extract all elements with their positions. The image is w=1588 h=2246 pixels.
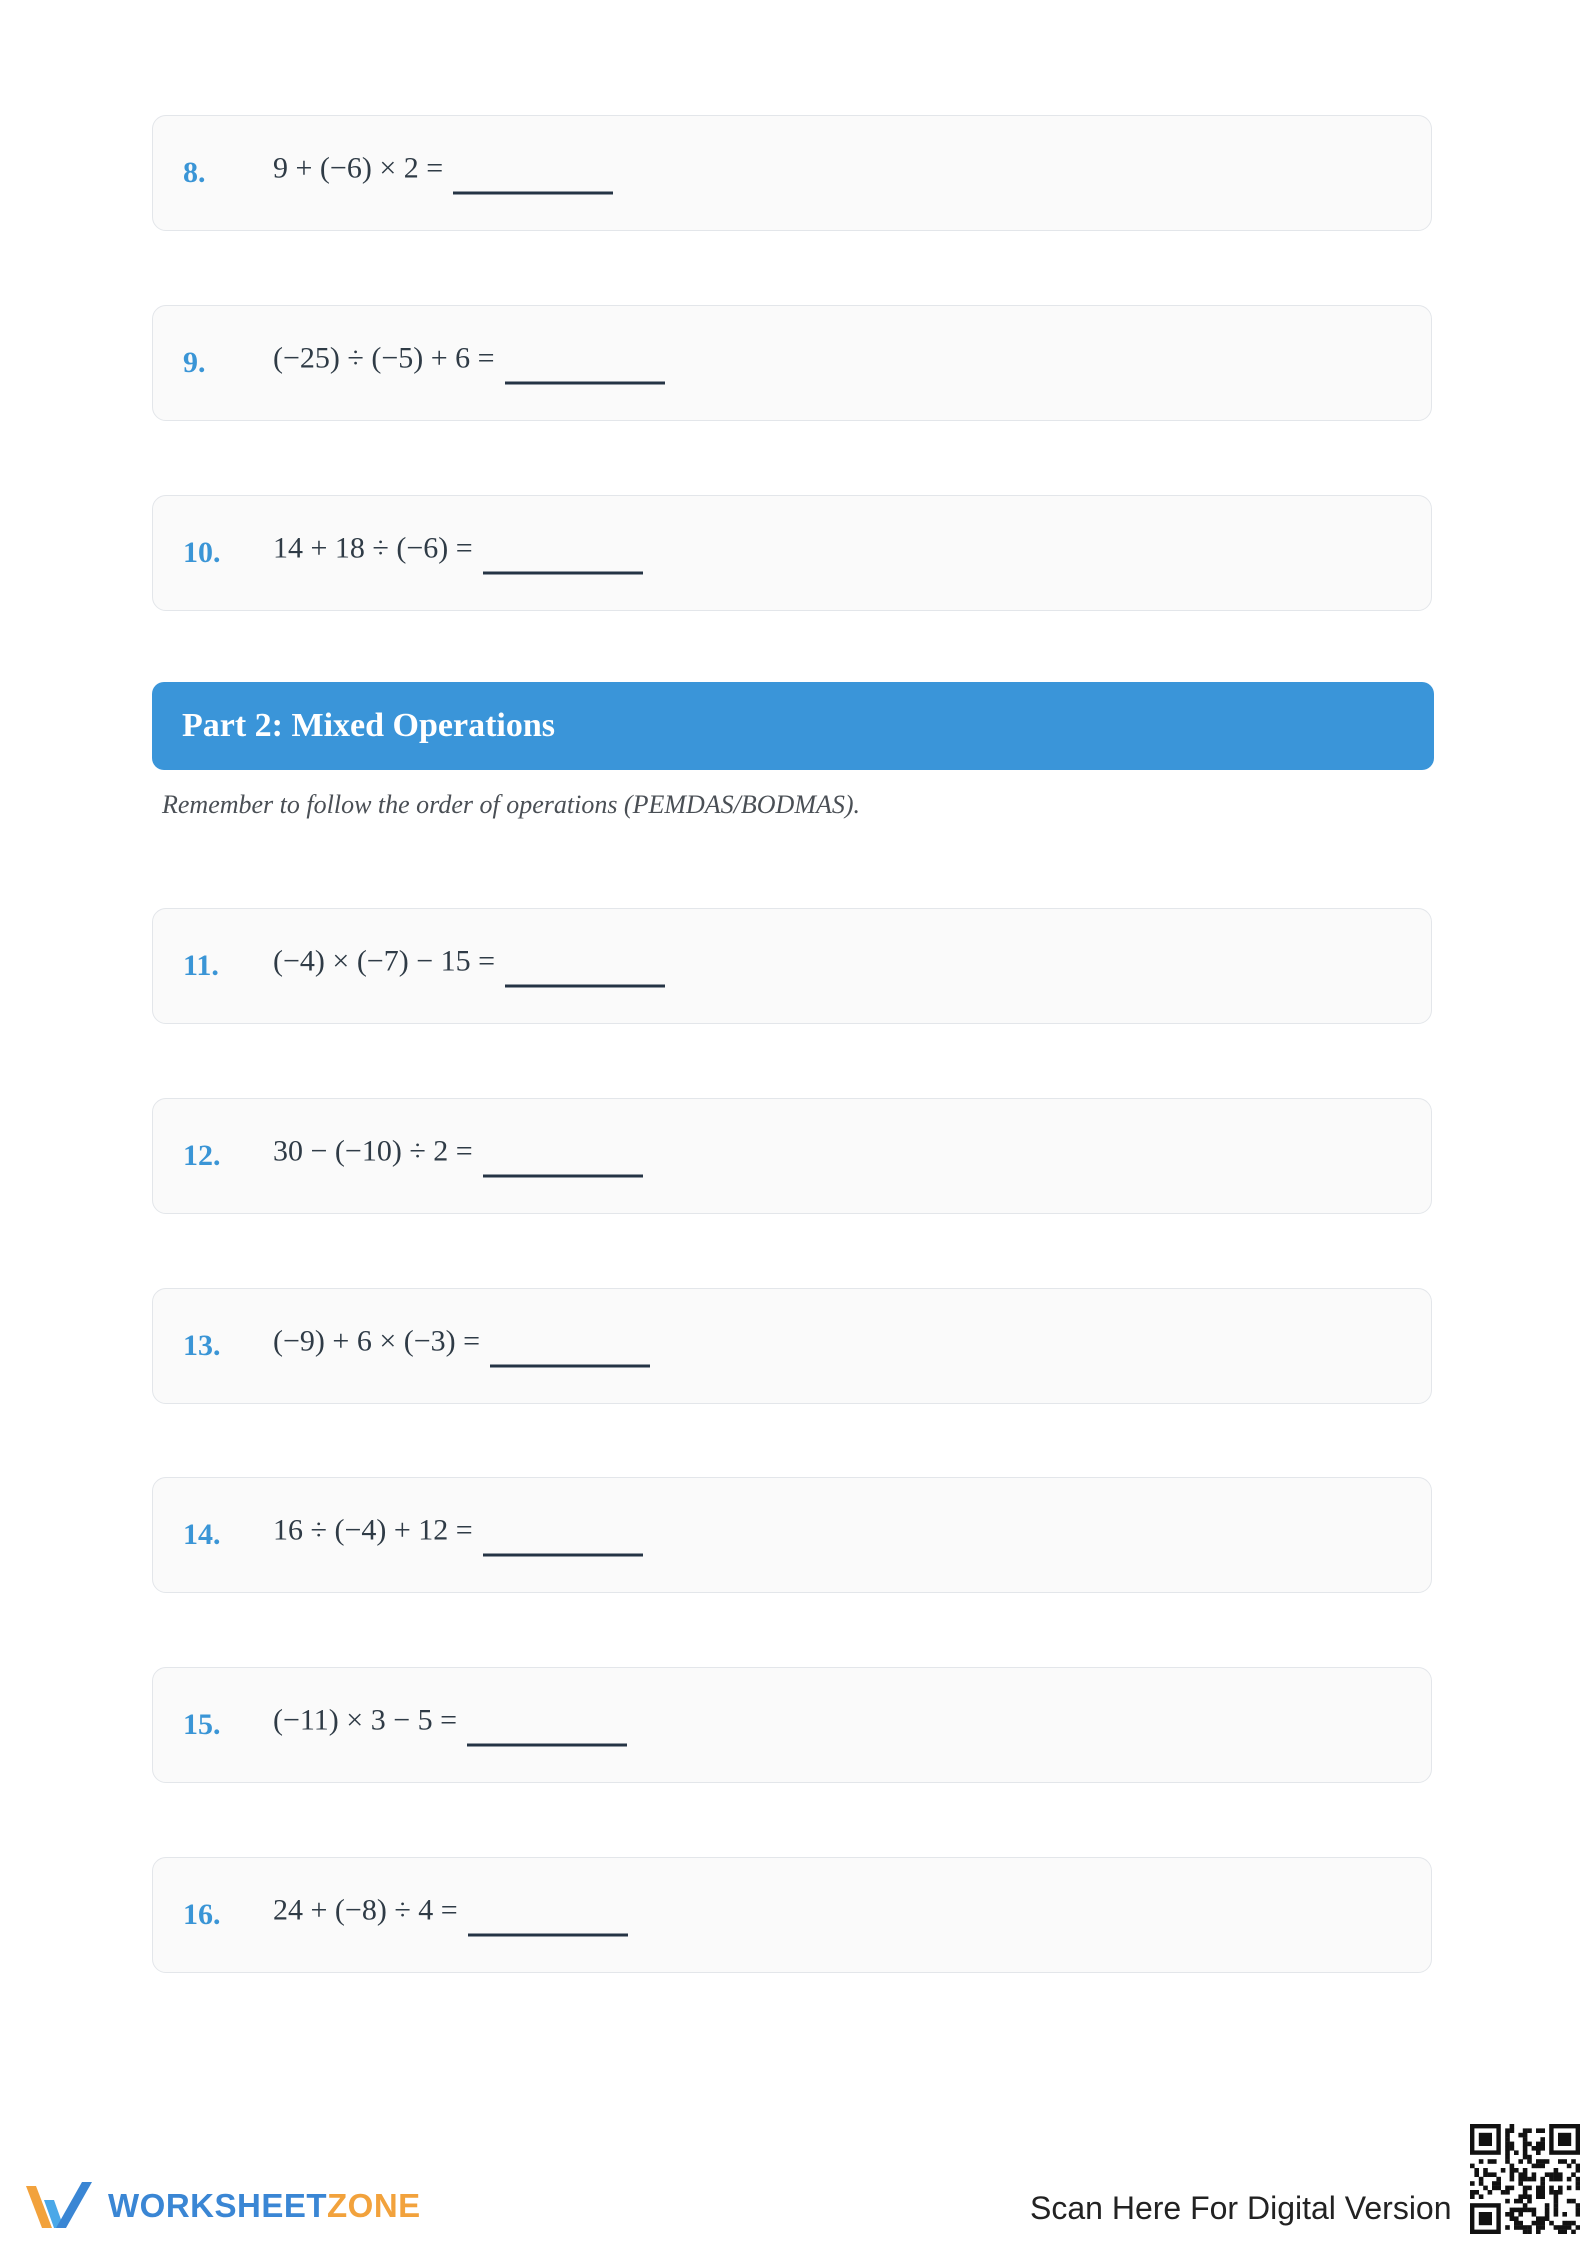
problem-expression: (−9) + 6 × (−3) = [273, 1324, 481, 1358]
problem-expression: (−25) ÷ (−5) + 6 = [273, 341, 495, 375]
problem-expression-row [273, 152, 613, 195]
problem-expression: 14 + 18 ÷ (−6) = [273, 531, 473, 565]
answer-blank[interactable] [467, 1704, 627, 1747]
problem-expression: (−11) × 3 − 5 = [273, 1703, 458, 1737]
worksheetzone-logo[interactable] [22, 2178, 421, 2234]
problem-number: 13. [183, 1329, 221, 1362]
section-title: Part 2: Mixed Operations [182, 707, 555, 744]
answer-blank[interactable] [490, 1325, 650, 1368]
problem-expression-row [273, 1514, 643, 1557]
problem-expression: 24 + (−8) ÷ 4 = [273, 1893, 458, 1927]
problem-expression-row [273, 1704, 627, 1747]
worksheetzone-logo-icon [22, 2178, 96, 2234]
problem-card-11 [152, 908, 1432, 1024]
problem-expression-row [273, 1325, 650, 1368]
answer-blank[interactable] [483, 532, 643, 575]
problem-card-15 [152, 1667, 1432, 1783]
problem-expression-row [273, 342, 665, 385]
problem-expression-row [273, 1894, 628, 1937]
problem-card-16 [152, 1857, 1432, 1973]
problem-number: 10. [183, 536, 221, 569]
problem-expression: 9 + (−6) × 2 = [273, 151, 444, 185]
answer-blank[interactable] [468, 1894, 628, 1937]
problem-expression: (−4) × (−7) − 15 = [273, 944, 496, 978]
problem-number: 9. [183, 346, 206, 379]
instructions-text: Remember to follow the order of operations (PEMDAS/BODMAS). [162, 790, 861, 819]
problem-number: 12. [183, 1139, 221, 1172]
problem-number: 16. [183, 1898, 221, 1931]
logo-wordmark [108, 2187, 421, 2225]
problem-card-8 [152, 115, 1432, 231]
qr-code-icon[interactable] [1470, 2124, 1580, 2234]
problem-number: 8. [183, 156, 206, 189]
problem-card-10 [152, 495, 1432, 611]
problem-expression: 30 − (−10) ÷ 2 = [273, 1134, 473, 1168]
problem-number: 14. [183, 1518, 221, 1551]
answer-blank[interactable] [453, 152, 613, 195]
problem-expression-row [273, 532, 643, 575]
scan-caption: Scan Here For Digital Version [1030, 2190, 1452, 2226]
logo-word-primary: WORKSHEET [108, 2187, 327, 2224]
problem-expression: 16 ÷ (−4) + 12 = [273, 1513, 473, 1547]
problem-expression-row [273, 1135, 643, 1178]
problem-card-9 [152, 305, 1432, 421]
problem-number: 15. [183, 1708, 221, 1741]
answer-blank[interactable] [483, 1135, 643, 1178]
problem-expression-row [273, 945, 665, 988]
problem-card-14 [152, 1477, 1432, 1593]
section-header-part-2 [152, 682, 1434, 770]
problem-card-13 [152, 1288, 1432, 1404]
problem-number: 11. [183, 949, 219, 982]
logo-word-secondary: ZONE [327, 2187, 421, 2224]
answer-blank[interactable] [505, 342, 665, 385]
answer-blank[interactable] [505, 945, 665, 988]
problem-card-12 [152, 1098, 1432, 1214]
answer-blank[interactable] [483, 1514, 643, 1557]
